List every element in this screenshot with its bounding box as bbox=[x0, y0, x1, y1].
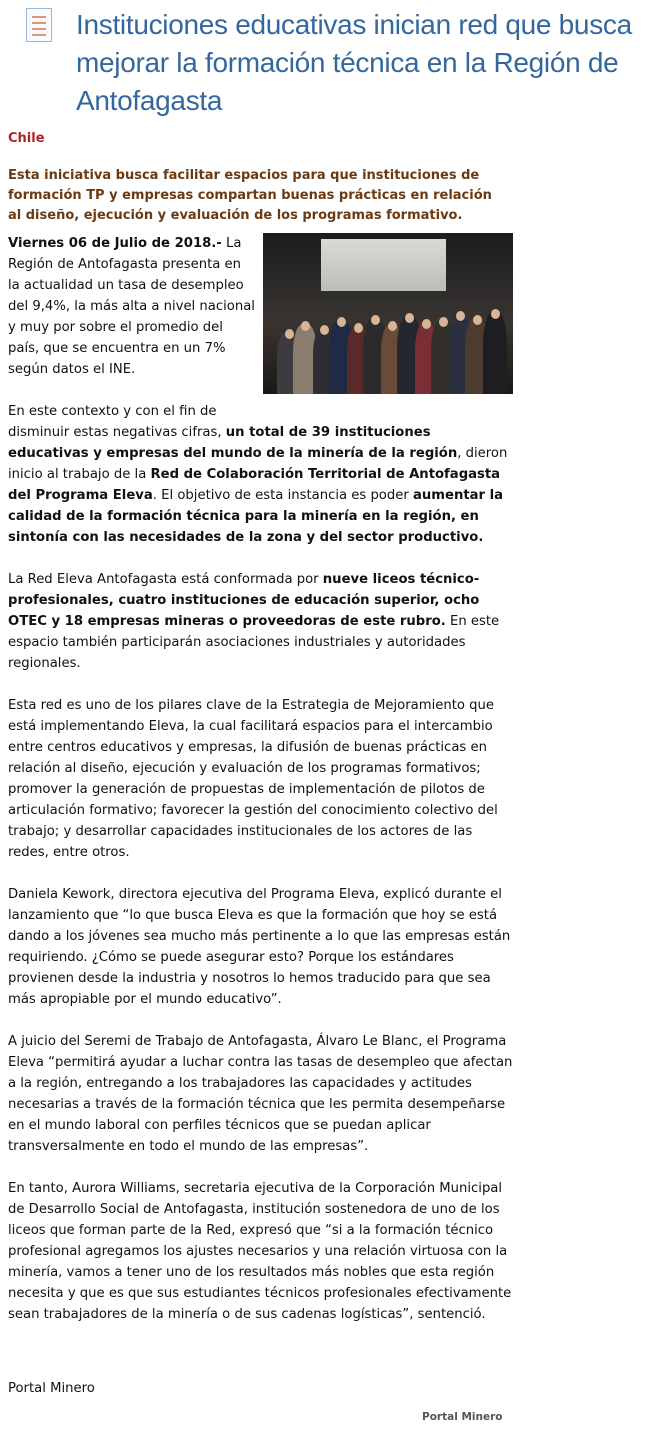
dateline: Viernes 06 de Julio de 2018.- bbox=[8, 236, 222, 251]
paragraph-3: La Red Eleva Antofagasta está conformada por nueve liceos técnico-profesionales, cuatro instituciones de educación superior, ocho OTEC y 18 empresas mineras o proveedoras de este rubro. En este espacio también participarán asociaciones industriales y autoridades regionales. bbox=[8, 572, 500, 671]
article-photo bbox=[263, 233, 513, 394]
paragraph-2: En este contexto y con el fin de disminuir estas negativas cifras, un total de 39 instituciones educativas y empresas del mundo de la minería de la región, dieron inicio al trabajo de la Red de Colaboración Territorial de Antofagasta del Programa Eleva. El objetivo de esta instancia es poder aumentar la calidad de la formación técnica para la minería en la región, en sintonía con las necesidades de la zona y del sector productivo. bbox=[8, 404, 508, 545]
document-icon bbox=[26, 8, 52, 42]
projection-screen bbox=[321, 239, 446, 291]
paragraph-7: En tanto, Aurora Williams, secretaria ejecutiva de la Corporación Municipal de Desarrollo Social de Antofagasta, institución sostenedora de uno de los liceos que forman parte de la Red, expresó que “si a la formación técnico profesional agregamos los ajustes necesarios y una relación virtuosa con la minería, vamos a tener uno de los resultados más nobles que esta región necesita y que es que sus estudiantes técnicos profesionales efectivamente sean trabajadores de la minería o de sus cadenas logísticas”, sentenció. bbox=[8, 1181, 512, 1322]
article-signature: Portal Minero bbox=[8, 1381, 95, 1396]
article-body bbox=[8, 233, 513, 1346]
paragraph-1: Viernes 06 de Julio de 2018.- La Región de Antofagasta presenta en la actualidad un tasa de desempleo del 9,4%, la más alta a nivel nacional y muy por sobre el promedio del país, que se encuentra en un 7% según datos el INE. bbox=[8, 236, 255, 377]
article-lead: Esta iniciativa busca facilitar espacios para que instituciones de formación TP y empresas compartan buenas prácticas en relación al diseño, ejecución y evaluación de los programas formativo. bbox=[8, 168, 492, 223]
country-label: Chile bbox=[8, 131, 45, 146]
paragraph-4: Esta red es uno de los pilares clave de la Estrategia de Mejoramiento que está implementando Eleva, la cual facilitará espacios para el intercambio entre centros educativos y empresas, la difusión de buenas prácticas en relación al diseño, ejecución y evaluación de los programas formativos; promover la generación de propuestas de implementación de pilotos de articulación formativo; favorecer la gestión del conocimiento colectivo del trabajo; y desarrollar capacidades institucionales de los actores de las redes, entre otros. bbox=[8, 698, 498, 860]
paragraph-6: A juicio del Seremi de Trabajo de Antofagasta, Álvaro Le Blanc, el Programa Eleva “permitirá ayudar a luchar contra las tasas de desempleo que afectan a la región, entregando a los trabajadores las capacidades y actitudes necesarias a través de la formación técnica que les permita desempeñarse en el mundo laboral con perfiles técnicos que se puedan aplicar transversalmente en todo el mundo de las empresas”. bbox=[8, 1034, 513, 1154]
paragraph-5: Daniela Kework, directora ejecutiva del Programa Eleva, explicó durante el lanzamiento que “lo que busca Eleva es que la formación que hoy se está dando a los jóvenes sea mucho más pertinente a lo que las empresas están requiriendo. ¿Cómo se puede asegurar esto? Porque los estándares provienen desde la industria y nosotros lo hemos traducido para que sea más apropiable por el mundo educativo”. bbox=[8, 887, 511, 1007]
article-title: Instituciones educativas inician red que busca mejorar la formación técnica en la Región de Antofagasta bbox=[76, 9, 632, 116]
footer-source: Portal Minero bbox=[422, 1411, 503, 1423]
